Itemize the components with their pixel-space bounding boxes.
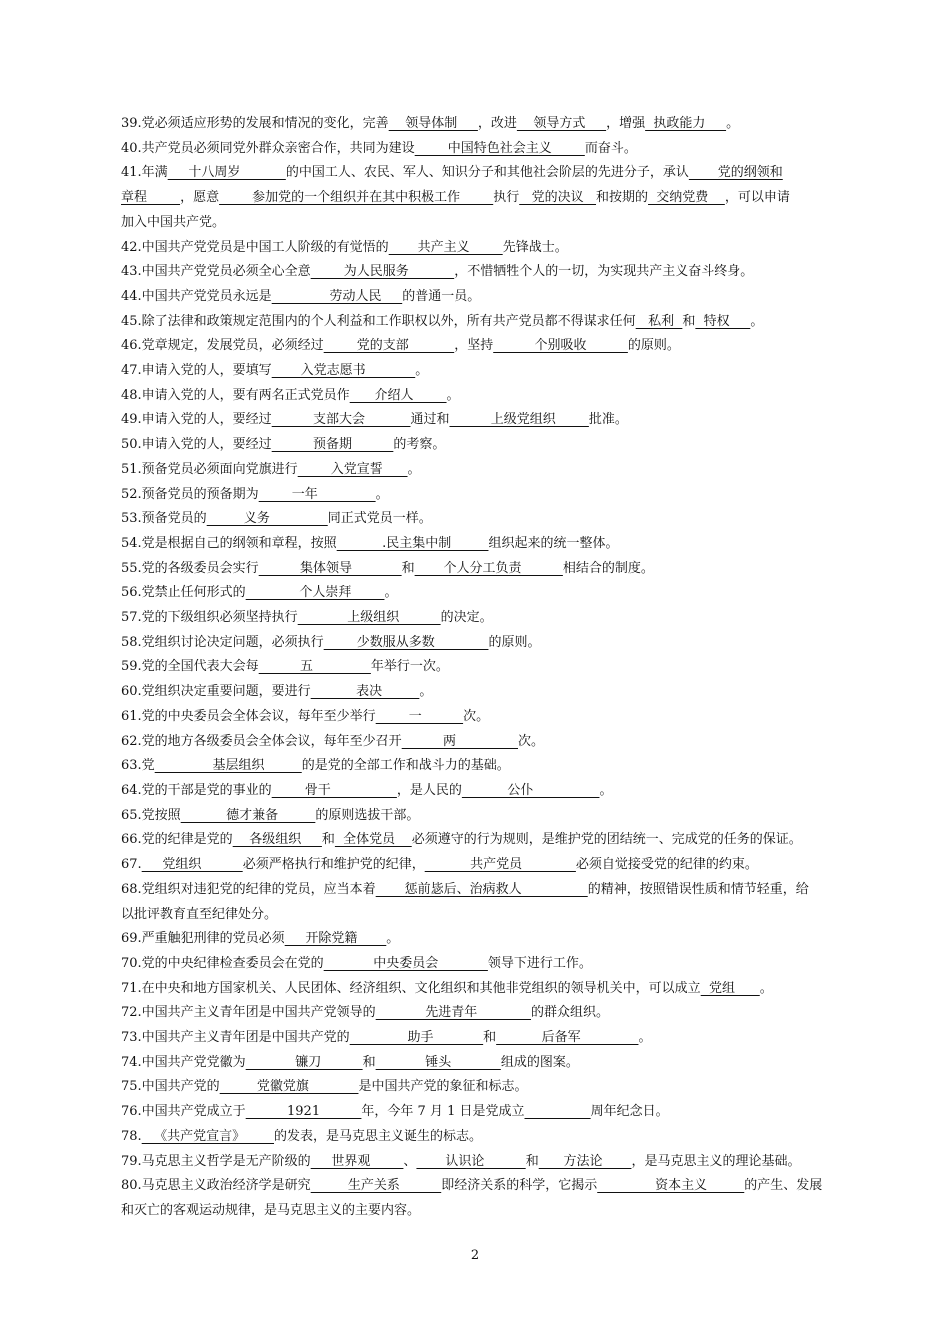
question-text: 51.预备党员必须面向党旗进行 — [121, 461, 298, 477]
question-line — [121, 977, 833, 1002]
question-text: ，改进 — [477, 116, 517, 131]
question-text: 必须自觉接受党的纪律的约束。 — [575, 857, 758, 873]
question-line — [121, 408, 833, 433]
answer-blank: 执政能力 — [645, 116, 727, 131]
question-text: 年举行一次。 — [370, 659, 449, 675]
question-text: 56.党禁止任何形式的 — [121, 585, 246, 601]
question-text: 。 — [759, 980, 773, 996]
answer-blank: 介绍人 — [349, 387, 447, 403]
question-line — [121, 1199, 833, 1224]
question-text: 。 — [726, 116, 740, 131]
answer-blank: 先进青年 — [375, 1005, 531, 1021]
answer-blank: 锤头 — [375, 1054, 501, 1070]
answer-blank: 私利 — [635, 313, 683, 329]
question-line — [121, 1100, 833, 1125]
answer-blank: 领导方式 — [516, 116, 607, 131]
question-line — [121, 384, 833, 409]
question-text: 70.党的中央纪律检查委员会在党的 — [121, 955, 324, 971]
question-line — [121, 483, 833, 508]
question-line — [121, 359, 833, 384]
answer-blank — [525, 1104, 591, 1119]
question-text: 79.马克思主义哲学是无产阶级的 — [121, 1153, 311, 1169]
question-text: 67. — [121, 857, 142, 873]
answer-blank: 惩前毖后、治病救人 — [375, 881, 588, 897]
answer-blank: 镰刀 — [245, 1054, 363, 1070]
answer-blank: 共产党员 — [424, 857, 576, 873]
question-text: 53.预备党员的 — [121, 511, 207, 527]
question-text: 的精神，按照错误性质和情节轻重，给 — [587, 881, 809, 897]
answer-blank: 各级组织 — [232, 832, 322, 848]
question-text: ，不惜牺牲个人的一切，为实现共产主义奋斗终身。 — [454, 264, 754, 280]
question-text: 通过和 — [410, 412, 450, 428]
question-text: 。 — [446, 387, 460, 403]
answer-blank: 十八周岁 — [167, 165, 286, 181]
question-text: 的是党的全部工作和战斗力的基础。 — [301, 758, 510, 774]
answer-blank: 个人崇拜 — [245, 585, 385, 601]
question-text: 54.党是根据自己的纲领和章程，按照 — [121, 535, 337, 551]
question-line — [121, 606, 833, 631]
question-text: 和 — [321, 832, 335, 848]
question-line — [121, 285, 833, 310]
question-text: 同正式党员一样。 — [327, 511, 432, 527]
question-text: 68.党组织对违犯党的纪律的党员，应当本着 — [121, 881, 376, 897]
answer-blank: 入党志愿书 — [271, 363, 416, 379]
answer-blank: 后备军 — [496, 1030, 639, 1046]
question-text: 以批评教育直至纪律处分。 — [121, 906, 278, 922]
answer-blank: 支部大会 — [271, 412, 411, 428]
question-text: 周年纪念日。 — [590, 1104, 669, 1120]
answer-blank: 基层组织 — [154, 758, 302, 774]
answer-blank: 集体领导 — [258, 560, 402, 576]
question-text: 和 — [525, 1153, 539, 1169]
answer-blank: 一年 — [258, 486, 376, 502]
question-line — [121, 186, 833, 211]
question-text: 45.除了法律和政策规定范围内的个人利益和工作职权以外，所有共产党员都不得谋求任何 — [121, 313, 636, 329]
question-text: 58.党组织讨论决定问题，必须执行 — [121, 634, 324, 650]
question-text: 50.申请入党的人，要经过 — [121, 437, 272, 453]
question-text: 先锋战士。 — [502, 239, 568, 255]
question-text: 。 — [384, 585, 398, 601]
question-text: 的原则选拔干部。 — [315, 807, 420, 823]
question-text: 加入中国共产党。 — [121, 214, 226, 230]
answer-blank: 章程 — [121, 190, 181, 206]
question-text: 批准。 — [588, 412, 628, 428]
answer-blank: 两 — [401, 733, 518, 749]
question-line — [121, 211, 833, 236]
question-text: 。 — [638, 1030, 652, 1046]
answer-blank: 党组 — [700, 980, 760, 996]
question-text: 。 — [375, 486, 389, 502]
question-text: 的原则。 — [488, 634, 541, 650]
question-text: 48.申请入党的人，要有两名正式党员作 — [121, 387, 350, 403]
answer-blank: 资本主义 — [597, 1178, 745, 1194]
question-text: 必须遵守的行为规则，是维护党的团结统一、完成党的任务的保证。 — [411, 832, 802, 848]
question-line — [121, 952, 833, 977]
question-text: 相结合的制度。 — [562, 560, 654, 576]
question-line — [121, 557, 833, 582]
question-text: 74.中国共产党党徽为 — [121, 1054, 246, 1070]
question-line — [121, 1125, 833, 1150]
question-text: 80.马克思主义政治经济学是研究 — [121, 1178, 311, 1194]
answer-blank: 表决 — [310, 684, 420, 700]
answer-blank: 五 — [258, 659, 371, 675]
question-text: 62.党的地方各级委员会全体会议，每年至少召开 — [121, 733, 402, 749]
question-text: ，可以申请 — [724, 190, 790, 206]
question-text: 领导下进行工作。 — [487, 955, 592, 971]
question-line — [121, 853, 833, 878]
question-text: 42.中国共产党党员是中国工人阶级的有觉悟的 — [121, 239, 389, 255]
answer-blank: 个别吸收 — [493, 338, 628, 354]
answer-blank: 《共产党宣言》 — [141, 1128, 275, 1144]
question-text: 64.党的干部是党的事业的 — [121, 782, 272, 798]
question-line — [121, 903, 833, 928]
answer-blank: 方法论 — [538, 1153, 632, 1169]
question-line — [121, 779, 833, 804]
answer-blank: 上级组织 — [297, 610, 441, 626]
answer-blank: 助手 — [349, 1030, 484, 1046]
question-text: 的发表，是马克思主义诞生的标志。 — [274, 1128, 483, 1144]
question-text: 的考察。 — [393, 437, 446, 453]
question-text: 76.中国共产党成立于 — [121, 1104, 246, 1120]
question-text: 41.年满 — [121, 165, 168, 181]
answer-blank: 共产主义 — [388, 239, 503, 255]
question-line — [121, 310, 833, 335]
question-text: 72.中国共产主义青年团是中国共产党领导的 — [121, 1005, 376, 1021]
question-line — [121, 804, 833, 829]
question-text: ，坚持 — [454, 338, 494, 354]
question-line — [121, 705, 833, 730]
question-text: 49.申请入党的人，要经过 — [121, 412, 272, 428]
question-text: ，增强 — [606, 116, 646, 131]
question-text: 57.党的下级组织必须坚持执行 — [121, 610, 298, 626]
answer-blank: 交纳党费 — [648, 190, 725, 206]
question-line — [121, 754, 833, 779]
answer-blank: 特权 — [695, 313, 751, 329]
question-text: ，是人民的 — [396, 782, 462, 798]
answer-blank: 义务 — [206, 511, 328, 527]
question-text: 的普通一员。 — [402, 288, 481, 304]
question-text: 而奋斗。 — [584, 140, 637, 156]
question-line — [121, 680, 833, 705]
question-line — [121, 1051, 833, 1076]
question-line — [121, 927, 833, 952]
answer-blank: 开除党籍 — [284, 931, 387, 947]
answer-blank: 中国特色社会主义 — [414, 140, 585, 156]
question-line — [121, 236, 833, 261]
answer-blank: 入党宣誓 — [297, 461, 408, 477]
question-line — [121, 161, 833, 186]
question-text: 和 — [483, 1030, 497, 1046]
question-text: 。 — [599, 782, 613, 798]
answer-blank: 党组织 — [141, 857, 243, 873]
question-line — [121, 1026, 833, 1051]
question-line — [121, 334, 833, 359]
answer-blank: 党的支部 — [323, 338, 455, 354]
question-text: 。 — [407, 461, 421, 477]
question-text: 是中国共产党的象征和标志。 — [358, 1079, 528, 1095]
answer-blank: 1921 — [245, 1104, 362, 1120]
question-text: 组成的图案。 — [500, 1054, 579, 1070]
question-text: 和灭亡的客观运动规律，是马克思主义的主要内容。 — [121, 1202, 421, 1218]
question-text: ，愿意 — [180, 190, 220, 206]
question-text: 次。 — [463, 708, 490, 724]
answer-blank: 党的纲领和 — [688, 165, 783, 181]
question-text: 。 — [750, 313, 764, 329]
question-text: 44.中国共产党党员永远是 — [121, 288, 272, 304]
answer-blank: 中央委员会 — [323, 955, 488, 971]
question-text: 组织起来的统一整体。 — [488, 535, 619, 551]
question-line — [121, 1001, 833, 1026]
question-text: 和 — [401, 560, 415, 576]
question-text: 次。 — [518, 733, 545, 749]
question-text: 的中国工人、农民、军人、知识分子和其他社会阶层的先进分子，承认 — [285, 165, 689, 181]
question-text: 的决定。 — [440, 610, 493, 626]
question-text: 75.中国共产党的 — [121, 1079, 220, 1095]
answer-blank: 为人民服务 — [310, 264, 455, 280]
question-line — [121, 631, 833, 656]
question-line — [121, 878, 833, 903]
answer-blank: 骨干 — [271, 782, 397, 798]
answer-blank: 党的决议 — [519, 190, 597, 206]
question-line — [121, 1150, 833, 1175]
question-line — [121, 655, 833, 680]
question-text: 61.党的中央委员会全体会议，每年至少举行 — [121, 708, 376, 724]
answer-blank: 参加党的一个组织并在其中积极工作 — [219, 190, 494, 206]
question-line — [121, 581, 833, 606]
question-text: 73.中国共产主义青年团是中国共产党的 — [121, 1030, 350, 1046]
document-body — [121, 112, 833, 1224]
question-text: 和按期的 — [596, 190, 649, 206]
question-text: 59.党的全国代表大会每 — [121, 659, 259, 675]
question-text: 和 — [362, 1054, 376, 1070]
answer-blank: 个人分工负责 — [414, 560, 563, 576]
page-number: 2 — [470, 1248, 480, 1263]
question-text: 。 — [386, 931, 400, 947]
answer-blank: 认识论 — [416, 1153, 526, 1169]
question-text: 46.党章规定，发展党员，必须经过 — [121, 338, 324, 354]
question-text: 年，今年 7 月 1 日是党成立 — [361, 1104, 525, 1120]
question-text: 55.党的各级委员会实行 — [121, 560, 259, 576]
question-text: 78. — [121, 1128, 142, 1144]
question-text: 66.党的纪律是党的 — [121, 832, 233, 848]
answer-blank: 德才兼备 — [180, 807, 316, 823]
question-text: 69.严重触犯刑律的党员必须 — [121, 931, 285, 947]
question-text: 、 — [403, 1153, 417, 1169]
question-line — [121, 112, 833, 137]
question-line — [121, 458, 833, 483]
question-line — [121, 507, 833, 532]
answer-blank: 劳动人民 — [271, 288, 403, 304]
question-text: 65.党按照 — [121, 807, 181, 823]
answer-blank: 全体党员 — [334, 832, 412, 848]
question-line — [121, 1174, 833, 1199]
answer-blank: 生产关系 — [310, 1178, 442, 1194]
answer-blank: 预备期 — [271, 437, 394, 453]
question-line — [121, 137, 833, 162]
question-text: 43.中国共产党党员必须全心全意 — [121, 264, 311, 280]
question-line — [121, 730, 833, 755]
question-text: 47.申请入党的人，要填写 — [121, 363, 272, 379]
question-line — [121, 433, 833, 458]
answer-blank: 世界观 — [310, 1153, 404, 1169]
question-text: 52.预备党员的预备期为 — [121, 486, 259, 502]
answer-blank: 上级党组织 — [449, 412, 589, 428]
question-text: 。 — [419, 684, 433, 700]
question-text: 和 — [682, 313, 696, 329]
question-text: 执行 — [493, 190, 520, 206]
question-line — [121, 532, 833, 557]
answer-blank: .民主集中制 — [336, 535, 489, 551]
question-text: 即经济关系的科学，它揭示 — [441, 1178, 598, 1194]
question-line — [121, 260, 833, 285]
question-line — [121, 828, 833, 853]
answer-blank: 领导体制 — [388, 116, 478, 131]
question-text: 的产生、发展 — [744, 1178, 823, 1194]
question-text: 63.党 — [121, 758, 155, 774]
question-text: 39.党必须适应形势的发展和情况的变化，完善 — [121, 116, 389, 131]
question-text: 。 — [415, 363, 429, 379]
question-text: 71.在中央和地方国家机关、人民团体、经济组织、文化组织和其他非党组织的领导机关中，可以成立 — [121, 980, 701, 996]
question-text: 40.共产党员必须同党外群众亲密合作，共同为建设 — [121, 140, 415, 156]
question-text: 60.党组织决定重要问题，要进行 — [121, 684, 311, 700]
answer-blank: 党徽党旗 — [219, 1079, 359, 1095]
question-line — [121, 1075, 833, 1100]
answer-blank: 一 — [375, 708, 464, 724]
question-text: 的原则。 — [627, 338, 680, 354]
question-text: ，是马克思主义的理论基础。 — [631, 1153, 801, 1169]
answer-blank: 公仆 — [461, 782, 600, 798]
question-text: 的群众组织。 — [531, 1005, 610, 1021]
question-text: 必须严格执行和维护党的纪律， — [242, 857, 425, 873]
answer-blank: 少数服从多数 — [323, 634, 489, 650]
